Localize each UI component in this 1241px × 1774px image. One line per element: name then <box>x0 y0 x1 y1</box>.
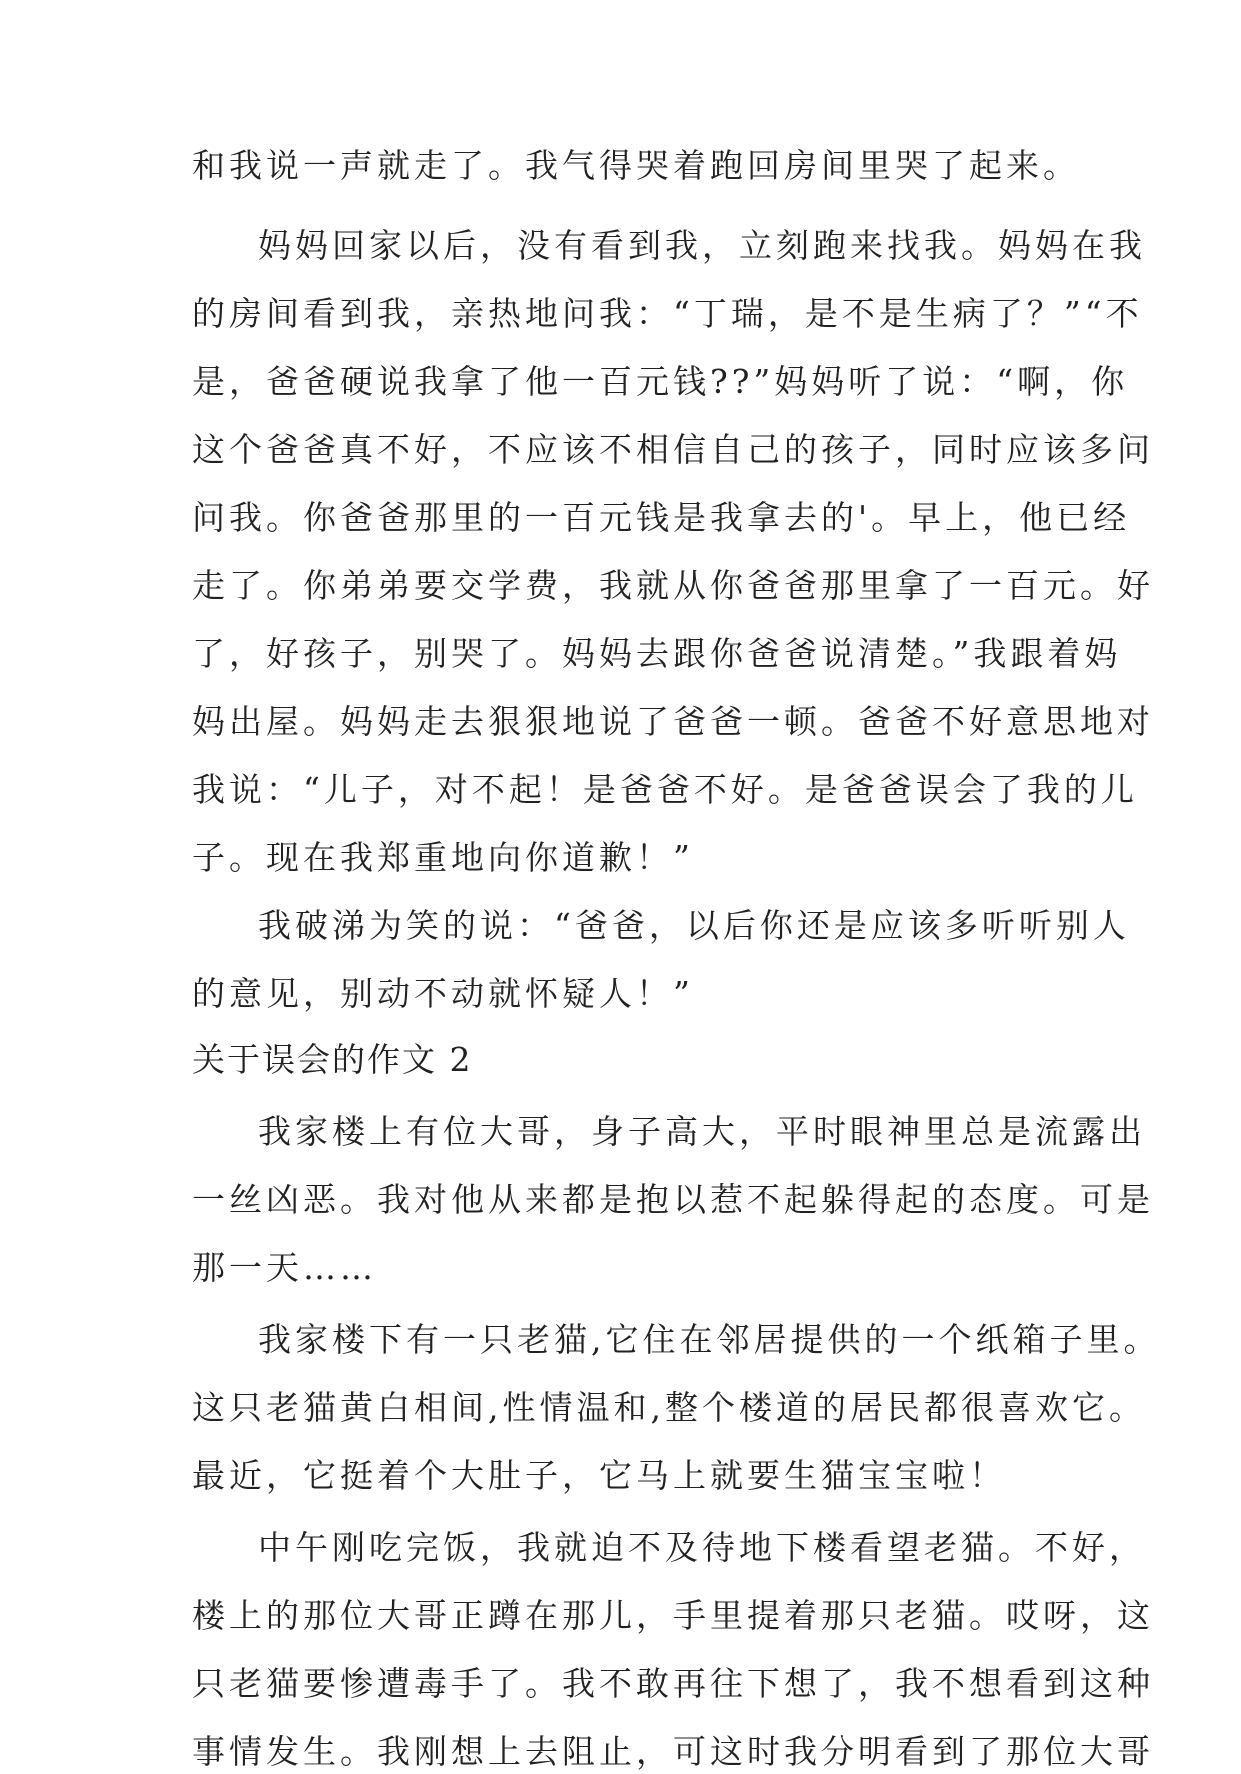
text-line: 这只老猫黄白相间,性情温和,整个楼道的居民都很喜欢它。 <box>192 1388 1146 1427</box>
text-line: 子。现在我郑重地向你道歉！” <box>192 838 694 877</box>
text-line: 我说：“儿子，对不起！是爸爸不好。是爸爸误会了我的儿 <box>192 770 1138 809</box>
paragraph-first-line: 我家楼上有位大哥，身子高大，平时眼神里总是流露出 <box>258 1112 1146 1151</box>
paragraph-first-line: 我破涕为笑的说：“爸爸，以后你还是应该多听听别人 <box>258 906 1130 945</box>
paragraph-first-line: 妈妈回家以后，没有看到我，立刻跑来找我。妈妈在我 <box>258 226 1146 265</box>
text-line: 了，好孩子，别哭了。妈妈去跟你爸爸说清楚。”我跟着妈 <box>192 634 1122 673</box>
text-line: 妈出屋。妈妈走去狠狠地说了爸爸一顿。爸爸不好意思地对 <box>192 702 1154 741</box>
text-line: 一丝凶恶。我对他从来都是抱以惹不起躲得起的态度。可是 <box>192 1180 1154 1219</box>
text-line: 楼上的那位大哥正蹲在那儿，手里提着那只老猫。哎呀，这 <box>192 1596 1154 1635</box>
paragraph-first-line: 我家楼下有一只老猫,它住在邻居提供的一个纸箱子里。 <box>258 1320 1161 1359</box>
text-line: 的房间看到我，亲热地问我：“丁瑞，是不是生病了？”“不 <box>192 294 1143 333</box>
text-line: 只老猫要惨遭毒手了。我不敢再往下想了，我不想看到这种 <box>192 1664 1154 1703</box>
paragraph-first-line: 中午刚吃完饭，我就迫不及待地下楼看望老猫。不好， <box>258 1528 1146 1567</box>
text-line: 这个爸爸真不好，不应该不相信自己的孩子，同时应该多问 <box>192 430 1154 469</box>
text-line: 那一天…… <box>192 1248 377 1287</box>
text-line: 的意见，别动不动就怀疑人！” <box>192 974 694 1013</box>
section-heading: 关于误会的作文 2 <box>192 1040 473 1079</box>
text-line: 事情发生。我刚想上去阻止，可这时我分明看到了那位大哥 <box>192 1732 1154 1771</box>
text-line: 最近，它挺着个大肚子，它马上就要生猫宝宝啦！ <box>192 1456 1006 1495</box>
text-line: 问我。你爸爸那里的一百元钱是我拿去的'。早上，他已经 <box>192 498 1131 537</box>
text-line: 和我说一声就走了。我气得哭着跑回房间里哭了起来。 <box>192 146 1080 185</box>
text-line: 走了。你弟弟要交学费，我就从你爸爸那里拿了一百元。好 <box>192 566 1154 605</box>
text-line: 是，爸爸硬说我拿了他一百元钱??”妈妈听了说：“啊，你 <box>192 362 1129 401</box>
